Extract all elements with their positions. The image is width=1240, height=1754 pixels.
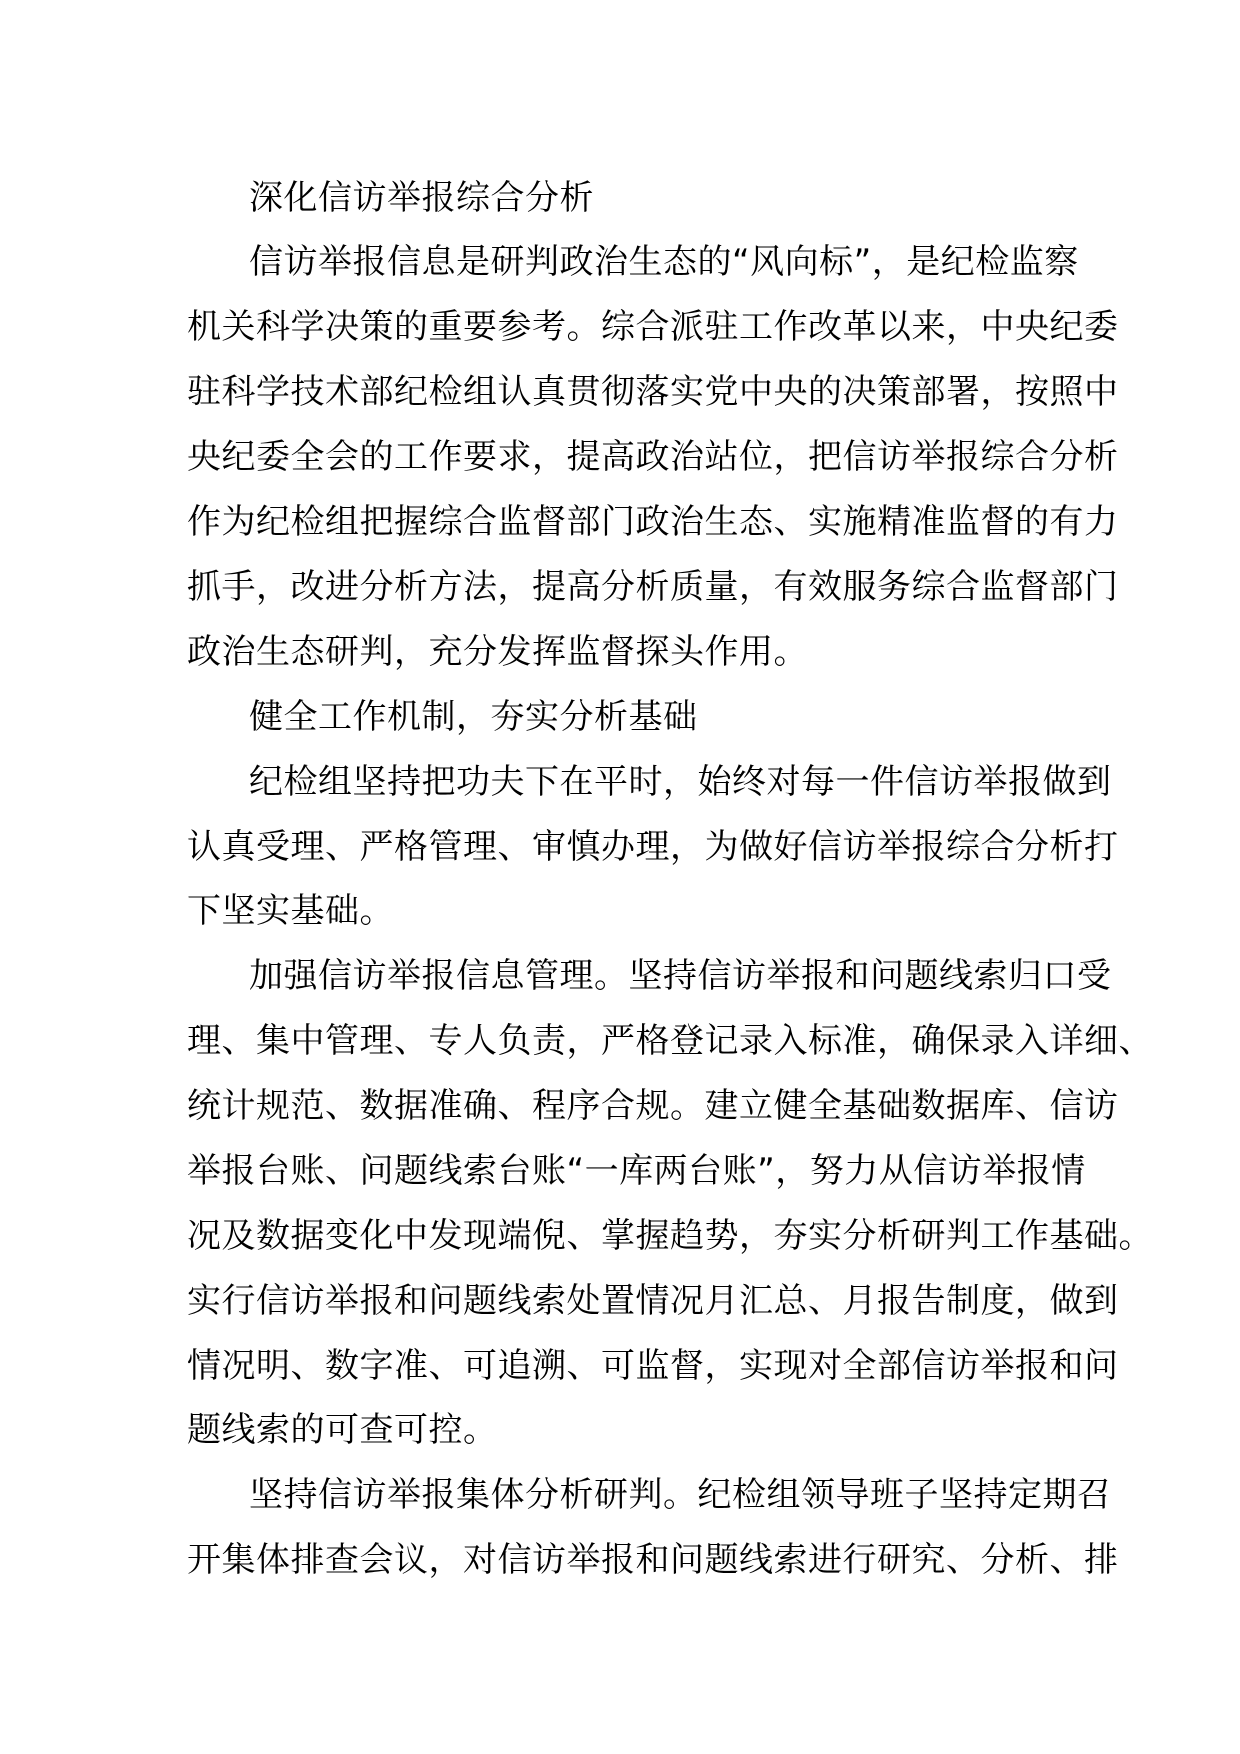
paragraph-line: 抓手，改进分析方法，提高分析质量，有效服务综合监督部门 <box>187 567 1119 607</box>
paragraph-line: 举报台账、问题线索台账“一库两台账”，努力从信访举报情 <box>187 1151 1086 1191</box>
paragraph-line: 开集体排查会议，对信访举报和问题线索进行研究、分析、排 <box>187 1540 1119 1580</box>
paragraph-line: 央纪委全会的工作要求，提高政治站位，把信访举报综合分析 <box>187 437 1119 477</box>
paragraph-line: 统计规范、数据准确、程序合规。建立健全基础数据库、信访 <box>187 1086 1119 1126</box>
paragraph-line: 实行信访举报和问题线索处置情况月汇总、月报告制度，做到 <box>187 1281 1119 1321</box>
paragraph-line: 政治生态研判，充分发挥监督探头作用。 <box>187 632 808 672</box>
section-heading-2: 健全工作机制，夯实分析基础 <box>249 697 698 737</box>
paragraph-line: 坚持信访举报集体分析研判。纪检组领导班子坚持定期召 <box>249 1475 1112 1515</box>
paragraph-line: 况及数据变化中发现端倪、掌握趋势，夯实分析研判工作基础。 <box>187 1216 1153 1256</box>
paragraph-line: 题线索的可查可控。 <box>187 1410 498 1450</box>
paragraph-line: 驻科学技术部纪检组认真贯彻落实党中央的决策部署，按照中 <box>187 372 1119 412</box>
paragraph-line: 作为纪检组把握综合监督部门政治生态、实施精准监督的有力 <box>187 502 1119 542</box>
paragraph-line: 纪检组坚持把功夫下在平时，始终对每一件信访举报做到 <box>249 762 1112 802</box>
paragraph-line: 加强信访举报信息管理。坚持信访举报和问题线索归口受 <box>249 956 1112 996</box>
paragraph-line: 信访举报信息是研判政治生态的“风向标”，是纪检监察 <box>249 242 1079 282</box>
paragraph-line: 认真受理、严格管理、审慎办理，为做好信访举报综合分析打 <box>187 827 1119 867</box>
paragraph-line: 机关科学决策的重要参考。综合派驻工作改革以来，中央纪委 <box>187 307 1119 347</box>
section-heading-1: 深化信访举报综合分析 <box>249 178 594 218</box>
paragraph-line: 情况明、数字准、可追溯、可监督，实现对全部信访举报和问 <box>187 1346 1119 1386</box>
paragraph-line: 下坚实基础。 <box>187 891 394 931</box>
paragraph-line: 理、集中管理、专人负责，严格登记录入标准，确保录入详细、 <box>187 1021 1153 1061</box>
